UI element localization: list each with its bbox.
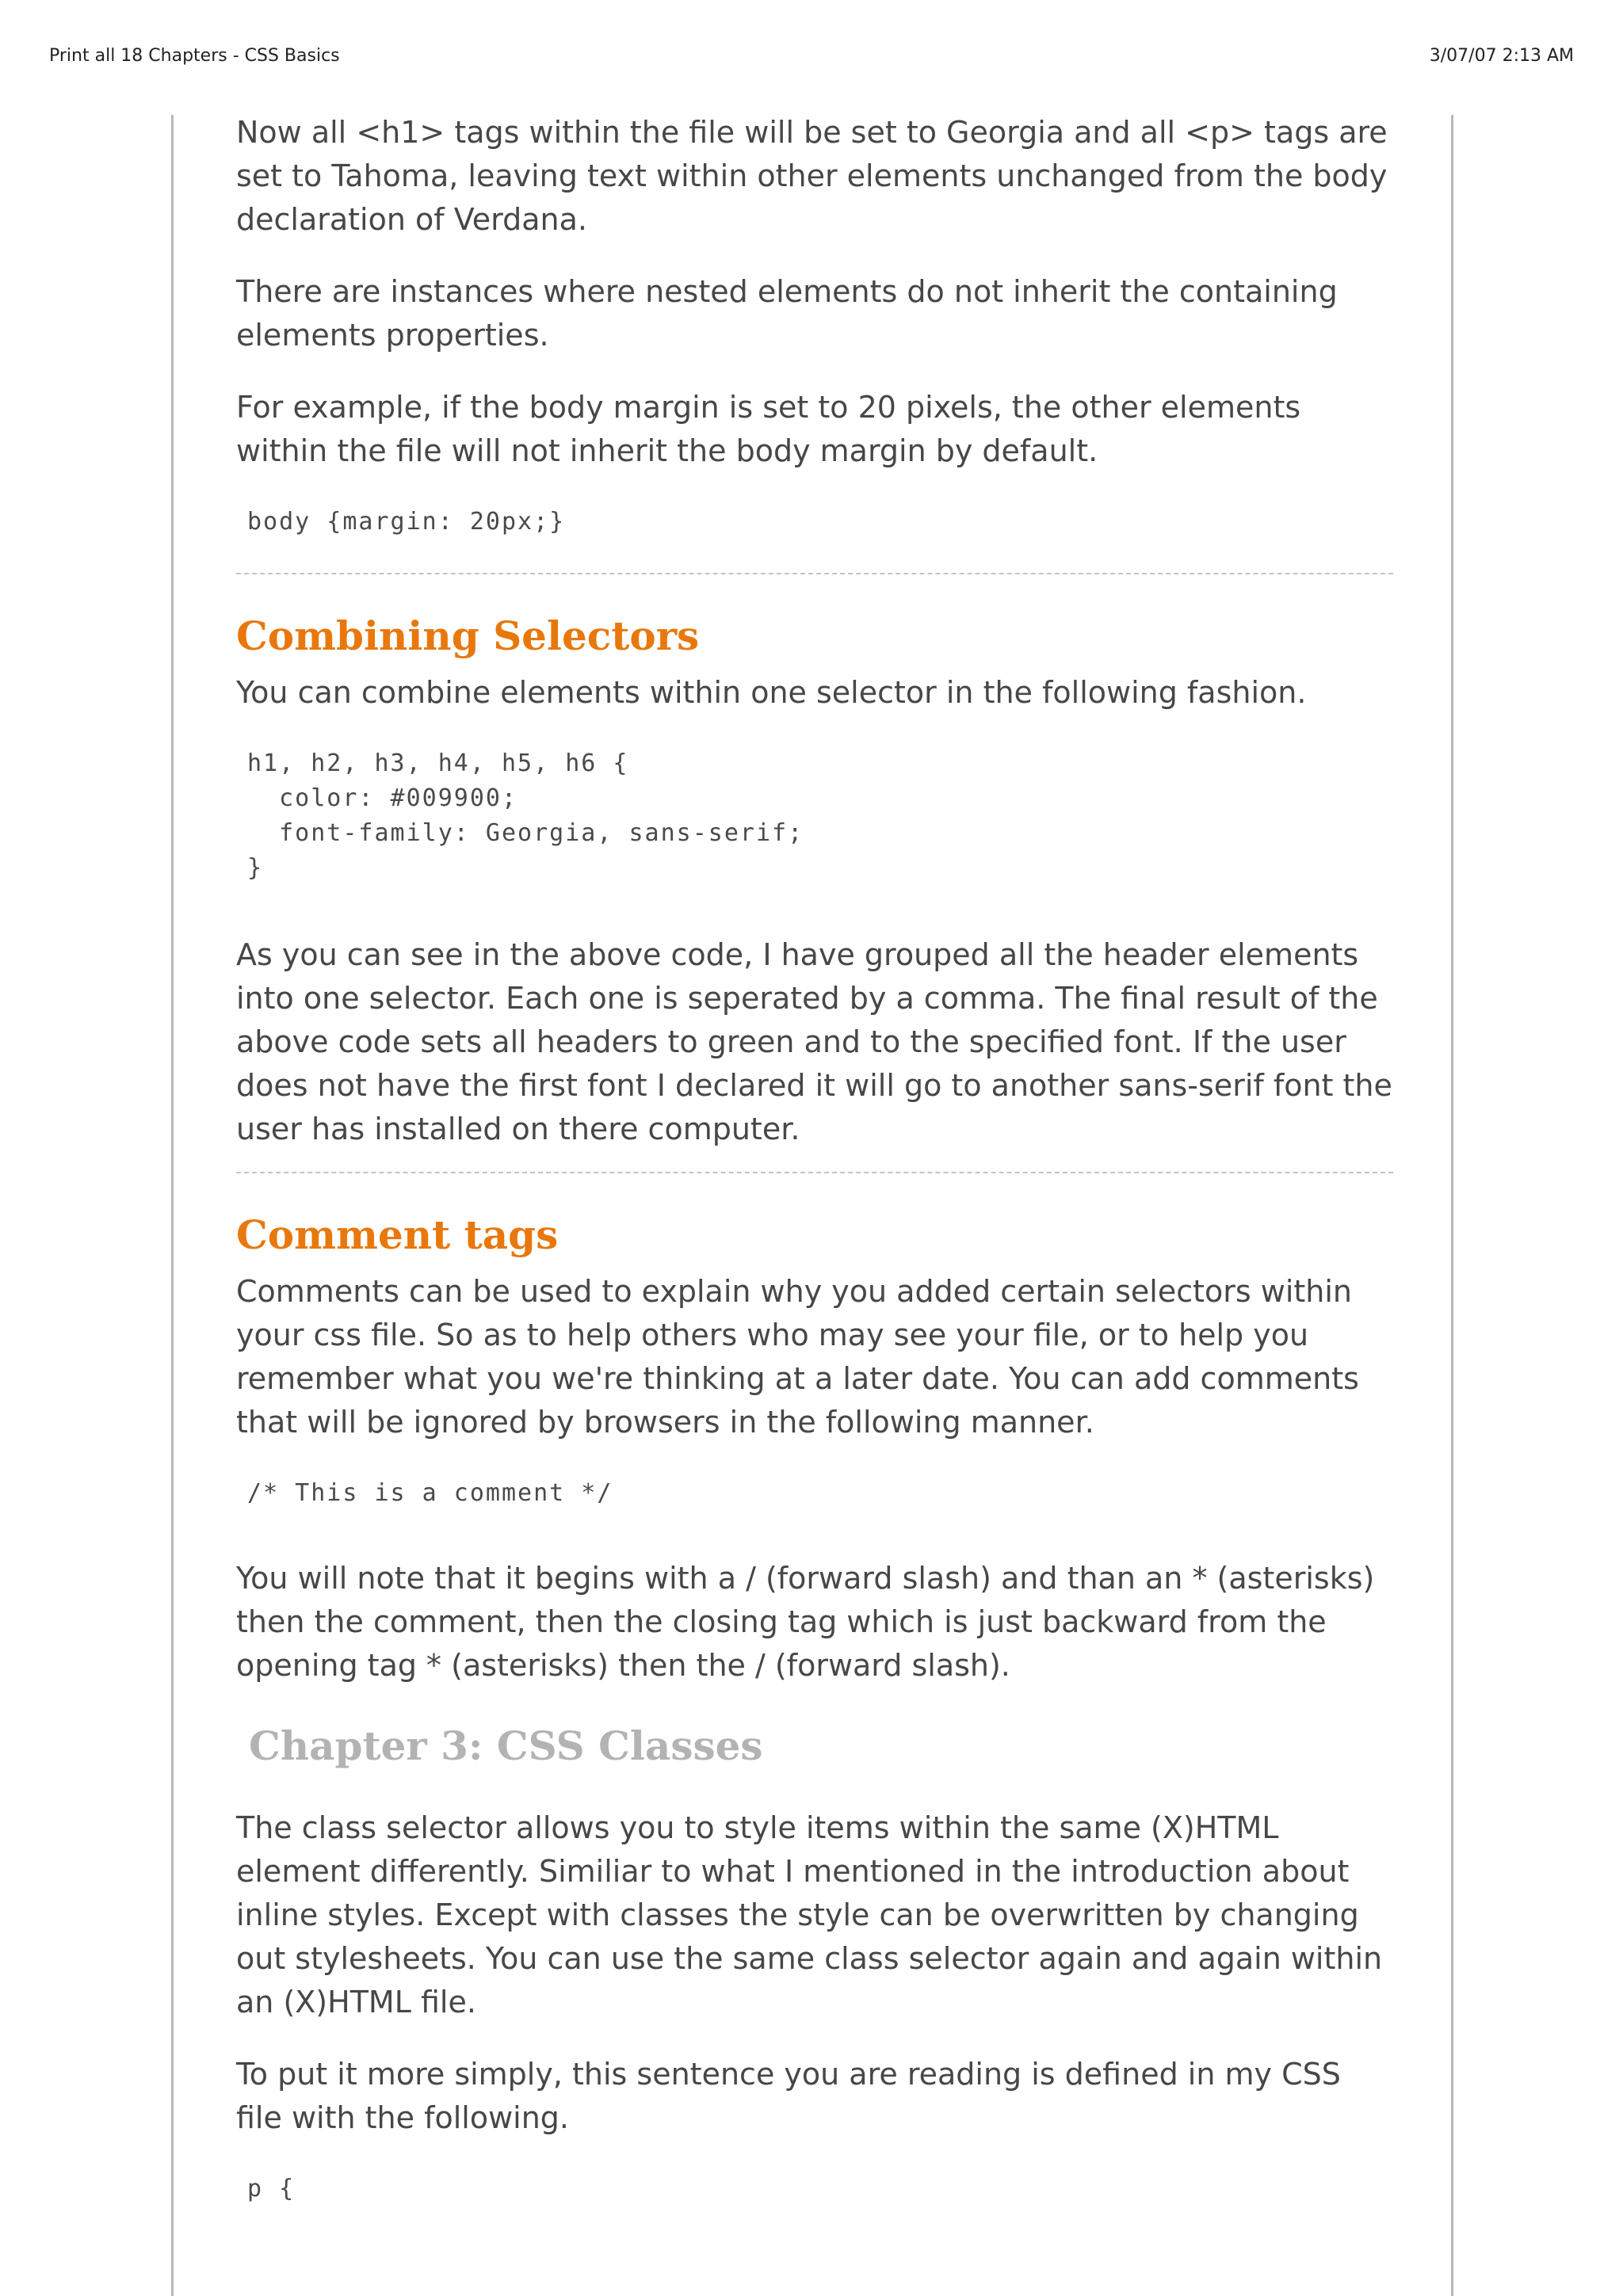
article-content [236, 111, 1393, 2206]
section-divider [236, 573, 1393, 574]
print-date: 3/07/07 2:13 AM [1429, 46, 1574, 66]
paragraph-inheritance: There are instances where nested elements do not inherit the containing elements properties. [236, 274, 1338, 353]
heading-comment-tags: Comment tags [236, 1211, 559, 1258]
section-divider [236, 1172, 1393, 1173]
paragraph-class-selector: The class selector allows you to style items within the same (X)HTML element differently. Similiar to what I mentioned in the introduction about inline styles. Except with classes the style can be overwritten by changing out stylesheets. You can use the same class selector again and again within an (X)HTML file. [236, 1810, 1383, 2019]
paragraph-comments-intro: Comments can be used to explain why you added certain selectors within your css file. So as to help others who may see your file, or to help you remember what you we're thinking at a later date. You can add comments that will be ignored by browsers in the following manner. [236, 1274, 1359, 1440]
paragraph-margin-example: For example, if the body margin is set to 20 pixels, the other elements within the file will not inherit the body margin by default. [236, 390, 1301, 468]
chapter-heading: Chapter 3: CSS Classes [249, 1722, 763, 1769]
code-p-rule: p { [247, 2175, 296, 2203]
paragraph-simple-example: To put it more simply, this sentence you are reading is defined in my CSS file with the following. [236, 2057, 1341, 2135]
paragraph-combine-explanation: As you can see in the above code, I have grouped all the header elements into one selector. Each one is seperated by a comma. The final result of the above code sets all headers to green and to the specified font. If the user does not have the first font I declared it will go to another sans-serif font the user has installed on there computer. [236, 937, 1392, 1146]
code-comment-example: /* This is a comment */ [247, 1479, 613, 1507]
paragraph-fonts: Now all <h1> tags within the file will be set to Georgia and all <p> tags are set to Tahoma, leaving text within other elements unchanged from the body declaration of Verdana. [236, 115, 1388, 237]
print-title: Print all 18 Chapters - CSS Basics [49, 46, 340, 66]
code-body-margin: body {margin: 20px;} [247, 508, 566, 536]
heading-combining-selectors: Combining Selectors [236, 612, 700, 659]
print-header [49, 46, 1574, 73]
paragraph-comment-explanation: You will note that it begins with a / (forward slash) and than an * (asterisks) then the comment, then the closing tag which is just backward from the opening tag * (asterisks) then the / (forward slash). [236, 1561, 1375, 1683]
code-combined-selectors: h1, h2, h3, h4, h5, h6 { color: #009900; font-family: Georgia, sans-serif; } [247, 749, 804, 882]
paragraph-combine-intro: You can combine elements within one selector in the following fashion. [236, 675, 1307, 710]
